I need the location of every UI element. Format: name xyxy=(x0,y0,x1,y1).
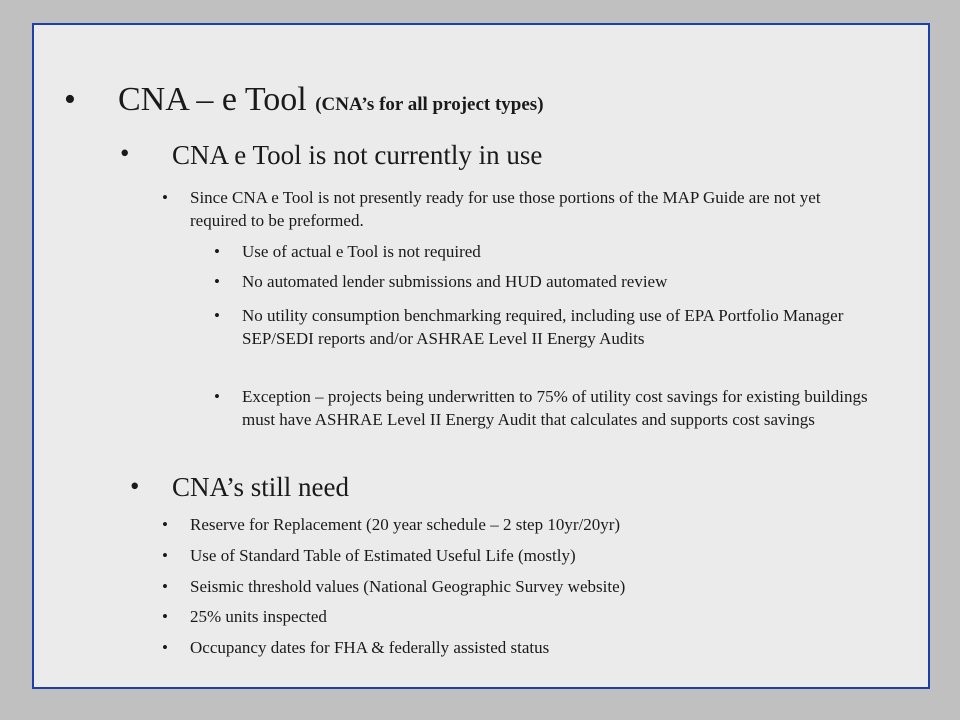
section2-point-bullet: • xyxy=(162,515,168,534)
section2-heading: CNA’s still need xyxy=(172,472,350,502)
section1-heading: CNA e Tool is not currently in use xyxy=(172,140,543,170)
section2-point: Use of Standard Table of Estimated Useful Life (mostly) xyxy=(190,546,576,565)
subpoint-bullet: • xyxy=(214,272,220,291)
section2-point-bullet: • xyxy=(162,577,168,596)
subpoint-item: Use of actual e Tool is not required xyxy=(242,242,481,261)
subpoint-item: No automated lender submissions and HUD automated review xyxy=(242,272,668,291)
section2-point-bullet: • xyxy=(162,638,168,657)
section2-point: Occupancy dates for FHA & federally assisted status xyxy=(190,638,550,657)
slide-title xyxy=(118,81,544,119)
section1-point: Since CNA e Tool is not presently ready for use those portions of the MAP Guide are not yet required to be preformed. xyxy=(190,188,821,230)
section2-point: 25% units inspected xyxy=(190,607,327,626)
subpoint-bullet: • xyxy=(214,242,220,261)
section2-bullet: • xyxy=(130,471,140,501)
section1-bullet: • xyxy=(120,138,130,168)
section1-point-bullet: • xyxy=(162,188,168,207)
section2-point-bullet: • xyxy=(162,607,168,626)
title-bullet: • xyxy=(64,81,76,118)
subpoint-bullet: • xyxy=(214,387,220,406)
subpoint-item: Exception – projects being underwritten to 75% of utility cost savings for existing buildings must have ASHRAE Level II Energy Audit that calculates and supports cost savings xyxy=(242,387,868,429)
subpoint-bullet: • xyxy=(214,306,220,325)
section2-point: Seismic threshold values (National Geographic Survey website) xyxy=(190,577,626,596)
subpoint-item: No utility consumption benchmarking required, including use of EPA Portfolio Manager SEP/SEDI reports and/or ASHRAE Level II Energy Audits xyxy=(242,306,844,348)
title-sub: (CNA’s for all project types) xyxy=(315,94,544,115)
slide xyxy=(32,23,930,689)
title-main: CNA – e Tool xyxy=(118,81,307,118)
section2-point-bullet: • xyxy=(162,546,168,565)
section2-point: Reserve for Replacement (20 year schedule – 2 step 10yr/20yr) xyxy=(190,515,621,534)
